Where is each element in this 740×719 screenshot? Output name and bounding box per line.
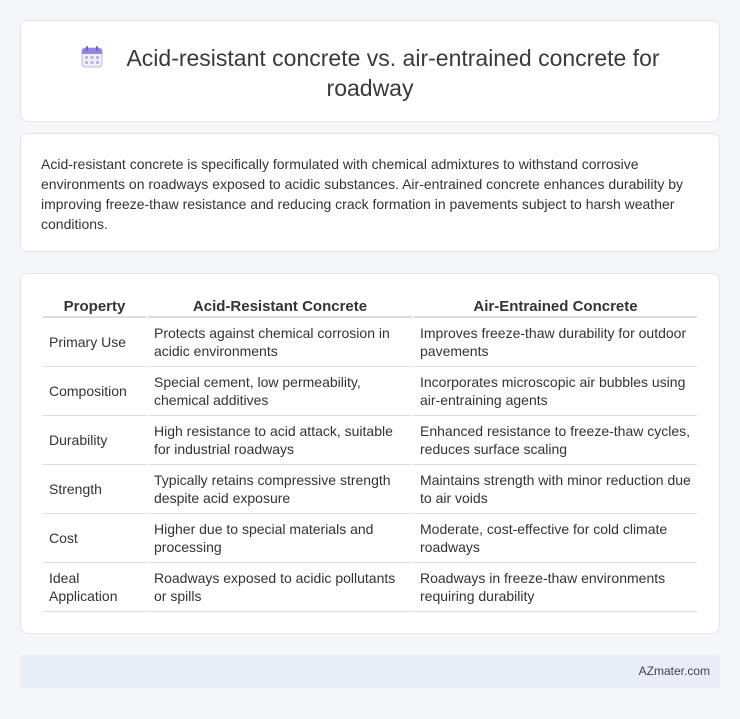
table-row: [43, 416, 697, 465]
header-property: Property: [43, 296, 146, 318]
row-acid-value: Higher due to special materials and processing: [148, 514, 412, 563]
header-air-entrained: Air-Entrained Concrete: [414, 296, 697, 318]
footer-bar: [20, 655, 720, 688]
row-acid-value: Protects against chemical corrosion in acidic environments: [148, 318, 412, 367]
page-title-wrap: [61, 43, 679, 103]
row-property: Ideal Application: [43, 563, 146, 612]
page-title: Acid-resistant concrete vs. air-entrained concrete for roadway: [126, 45, 660, 101]
header-acid-resistant: Acid-Resistant Concrete: [148, 296, 412, 318]
row-acid-value: High resistance to acid attack, suitable for industrial roadways: [148, 416, 412, 465]
row-air-value: Moderate, cost-effective for cold climate roadways: [414, 514, 697, 563]
row-acid-value: Roadways exposed to acidic pollutants or spills: [148, 563, 412, 612]
table-row: [43, 514, 697, 563]
row-air-value: Improves freeze-thaw durability for outdoor pavements: [414, 318, 697, 367]
row-property: Composition: [43, 367, 146, 416]
row-air-value: Roadways in freeze-thaw environments requiring durability: [414, 563, 697, 612]
table-row: [43, 465, 697, 514]
calendar-icon: [80, 45, 104, 69]
row-air-value: Maintains strength with minor reduction due to air voids: [414, 465, 697, 514]
row-property: Primary Use: [43, 318, 146, 367]
comparison-table: [41, 296, 699, 612]
row-acid-value: Typically retains compressive strength despite acid exposure: [148, 465, 412, 514]
description-card: [20, 133, 720, 252]
title-card: [20, 20, 720, 122]
table-row: [43, 318, 697, 367]
row-property: Cost: [43, 514, 146, 563]
description-text: Acid-resistant concrete is specifically formulated with chemical admixtures to withstand corrosive environments on roadways exposed to acidic substances. Air-entrained concrete enhances durability by improving freeze-thaw resistance and reducing crack formation in pavements subject to harsh weather conditions.: [41, 156, 684, 232]
table-header-row: [43, 296, 697, 318]
comparison-card: [20, 273, 720, 634]
row-air-value: Incorporates microscopic air bubbles using air-entraining agents: [414, 367, 697, 416]
row-property: Durability: [43, 416, 146, 465]
footer-brand[interactable]: AZmater.com: [638, 664, 710, 678]
table-row: [43, 367, 697, 416]
row-property: Strength: [43, 465, 146, 514]
row-air-value: Enhanced resistance to freeze-thaw cycles, reduces surface scaling: [414, 416, 697, 465]
row-acid-value: Special cement, low permeability, chemical additives: [148, 367, 412, 416]
table-row: [43, 563, 697, 612]
